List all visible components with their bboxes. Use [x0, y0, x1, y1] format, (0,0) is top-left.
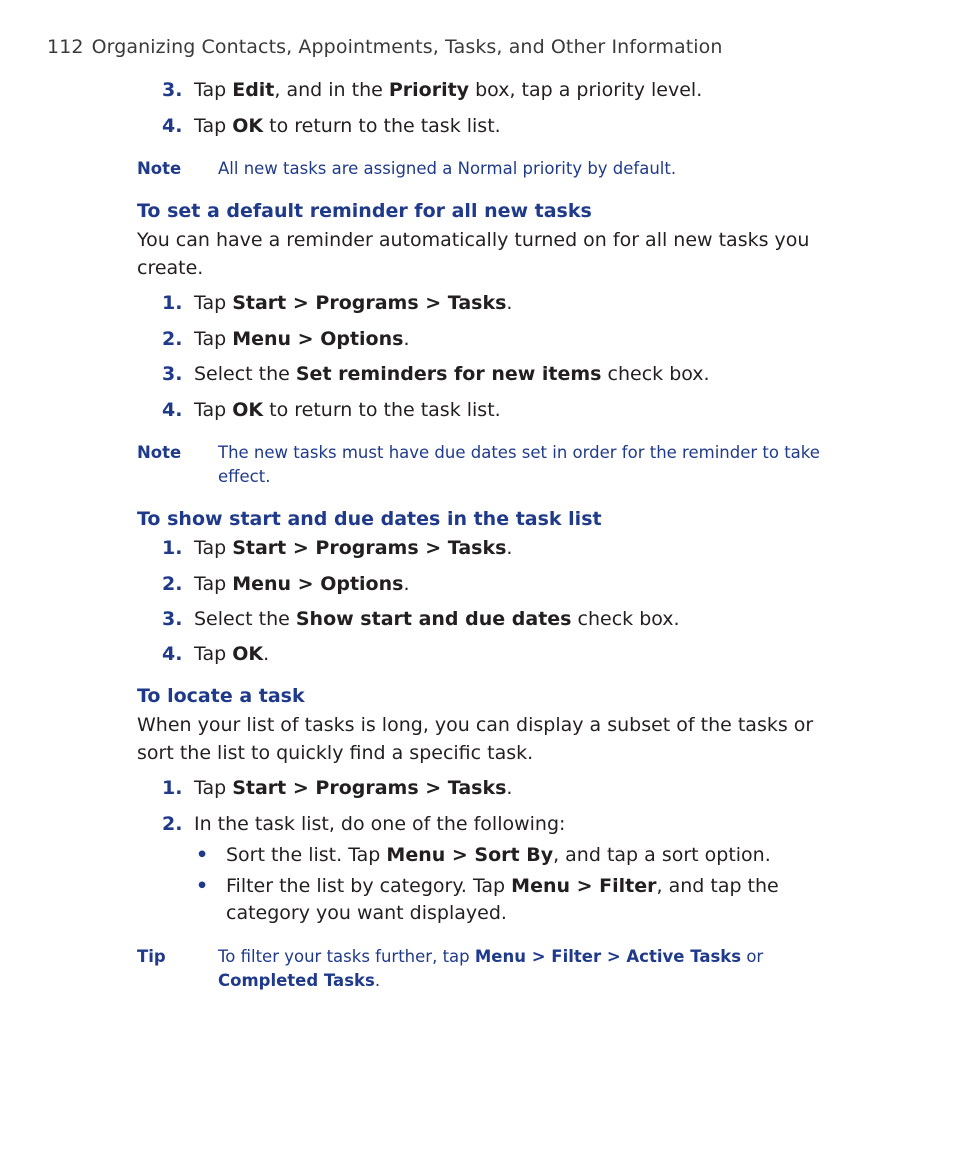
- section-heading-dates: To show start and due dates in the task list: [137, 508, 602, 530]
- section-intro-locate: When your list of tasks is long, you can display a subset of the tasks or sort the list to quickly find a specific task.: [137, 714, 814, 764]
- chapter-title: Organizing Contacts, Appointments, Tasks, and Other Information: [91, 36, 723, 58]
- bullet-dot-icon: •: [196, 844, 209, 866]
- section-intro-reminder: You can have a reminder automatically turned on for all new tasks you create.: [137, 229, 810, 279]
- page-number: 112: [47, 36, 84, 58]
- section-heading-reminder: To set a default reminder for all new tasks: [137, 200, 592, 222]
- bullet-dot-icon: •: [196, 875, 209, 897]
- running-header: [47, 36, 723, 58]
- section-heading-locate: To locate a task: [137, 685, 305, 707]
